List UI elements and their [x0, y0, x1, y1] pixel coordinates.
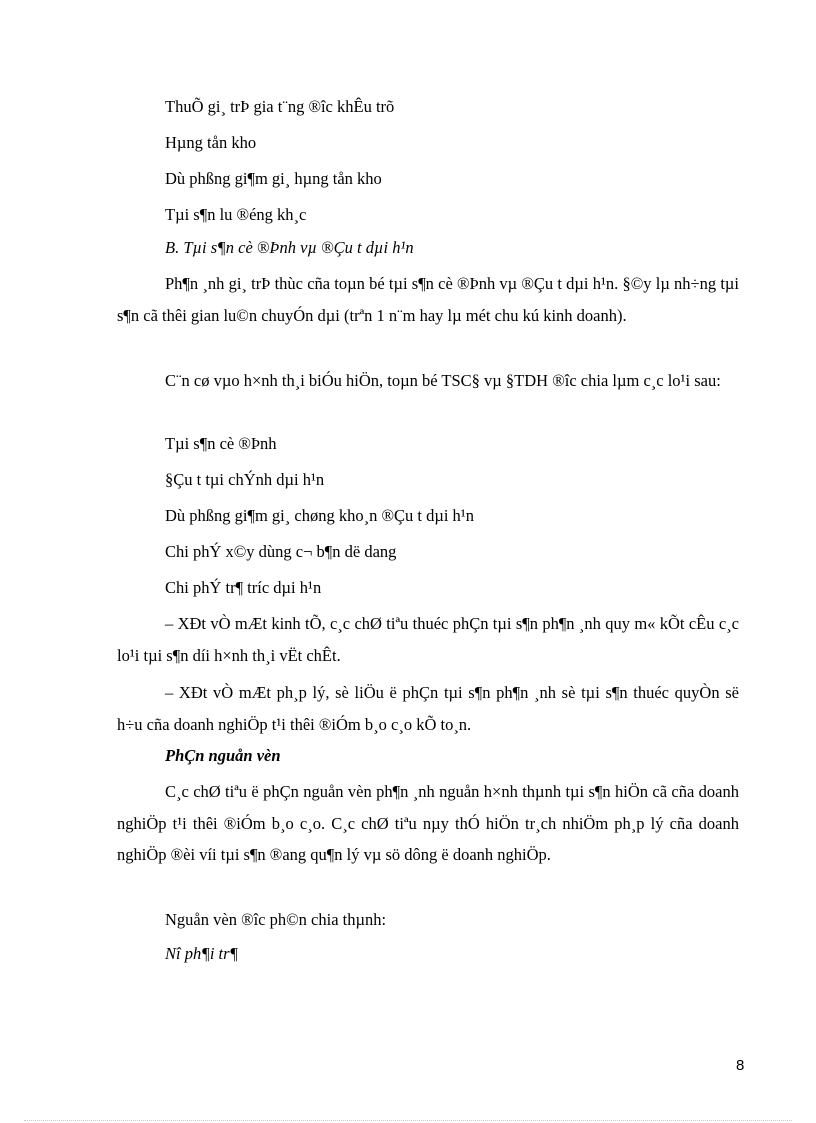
text-line-vat: ThuÕ gi¸ trÞ gia t¨ng ®îc khÊu trõ [165, 97, 395, 116]
section-heading-capital-sources: PhÇn nguån vèn [165, 746, 281, 765]
text-line-other-current-assets: Tµi s¶n lu ®éng kh¸c [165, 205, 307, 224]
list-item-securities-provision: Dù phßng gi¶m gi¸ chøng kho¸n ®Çu t dµi h¹n [165, 506, 474, 525]
paragraph-fixed-assets-description: Ph¶n ¸nh gi¸ trÞ thùc cña toµn bé tµi s¶n cè ®Þnh vµ ®Çu t dµi h¹n. §©y lµ nh÷ng tµi s¶n cã thêi gian lu©n chuyÓn dµi (trªn 1 n¨m hay lµ mét chu kú kinh doanh). [117, 274, 739, 325]
text-line-inventory: Hµng tån kho [165, 133, 257, 152]
text-line-liabilities: Nî ph¶i tr¶ [165, 944, 239, 963]
footer-divider [24, 1120, 792, 1121]
text-line-capital-split: Nguån vèn ®îc ph©n chia thµnh: [165, 910, 387, 929]
list-item-fixed-assets: Tµi s¶n cè ®Þnh [165, 434, 277, 453]
text-line-inventory-provision: Dù phßng gi¶m gi¸ hµng tån kho [165, 169, 382, 188]
page-number: 8 [736, 1057, 745, 1074]
paragraph-legal-aspect: – XÐt vÒ mÆt ph¸p lý, sè liÖu ë phÇn tµi s¶n ph¶n ¸nh sè tµi s¶n thuéc quyÒn së h÷u cña doanh nghiÖp t¹i thêi ®iÓm b¸o c¸o kÕ to¸n. [117, 683, 739, 734]
list-item-construction-in-progress: Chi phÝ x©y dùng c¬ b¶n dë dang [165, 542, 397, 561]
section-heading-fixed-assets: B. Tµi s¶n cè ®Þnh vµ ®Çu t dµi h¹n [165, 238, 414, 257]
list-item-long-term-financial-investment: §Çu t tµi chÝnh dµi h¹n [165, 470, 325, 489]
paragraph-classification: C¨n cø vµo h×nh th¸i biÓu hiÖn, toµn bé TSC§ vµ §TDH ®îc chia lµm c¸c lo¹i sau: [165, 371, 721, 390]
list-item-long-term-prepaid: Chi phÝ tr¶ tríc dµi h¹n [165, 578, 322, 597]
paragraph-economic-aspect: – XÐt vÒ mÆt kinh tÕ, c¸c chØ tiªu thuéc phÇn tµi s¶n ph¶n ¸nh quy m« kÕt cÊu c¸c lo¹i tµi s¶n díi h×nh th¸i vËt chÊt. [117, 614, 739, 665]
paragraph-capital-sources: C¸c chØ tiªu ë phÇn nguån vèn ph¶n ¸nh nguån h×nh thµnh tµi s¶n hiÖn cã cña doanh nghiÖp t¹i thêi ®iÓm b¸o c¸o. C¸c chØ tiªu nµy thÓ hiÖn tr¸ch nhiÖm ph¸p lý cña doanh nghiÖp ®èi víi tµi s¶n ®ang qu¶n lý vµ sö dông ë doanh nghiÖp. [117, 782, 739, 864]
